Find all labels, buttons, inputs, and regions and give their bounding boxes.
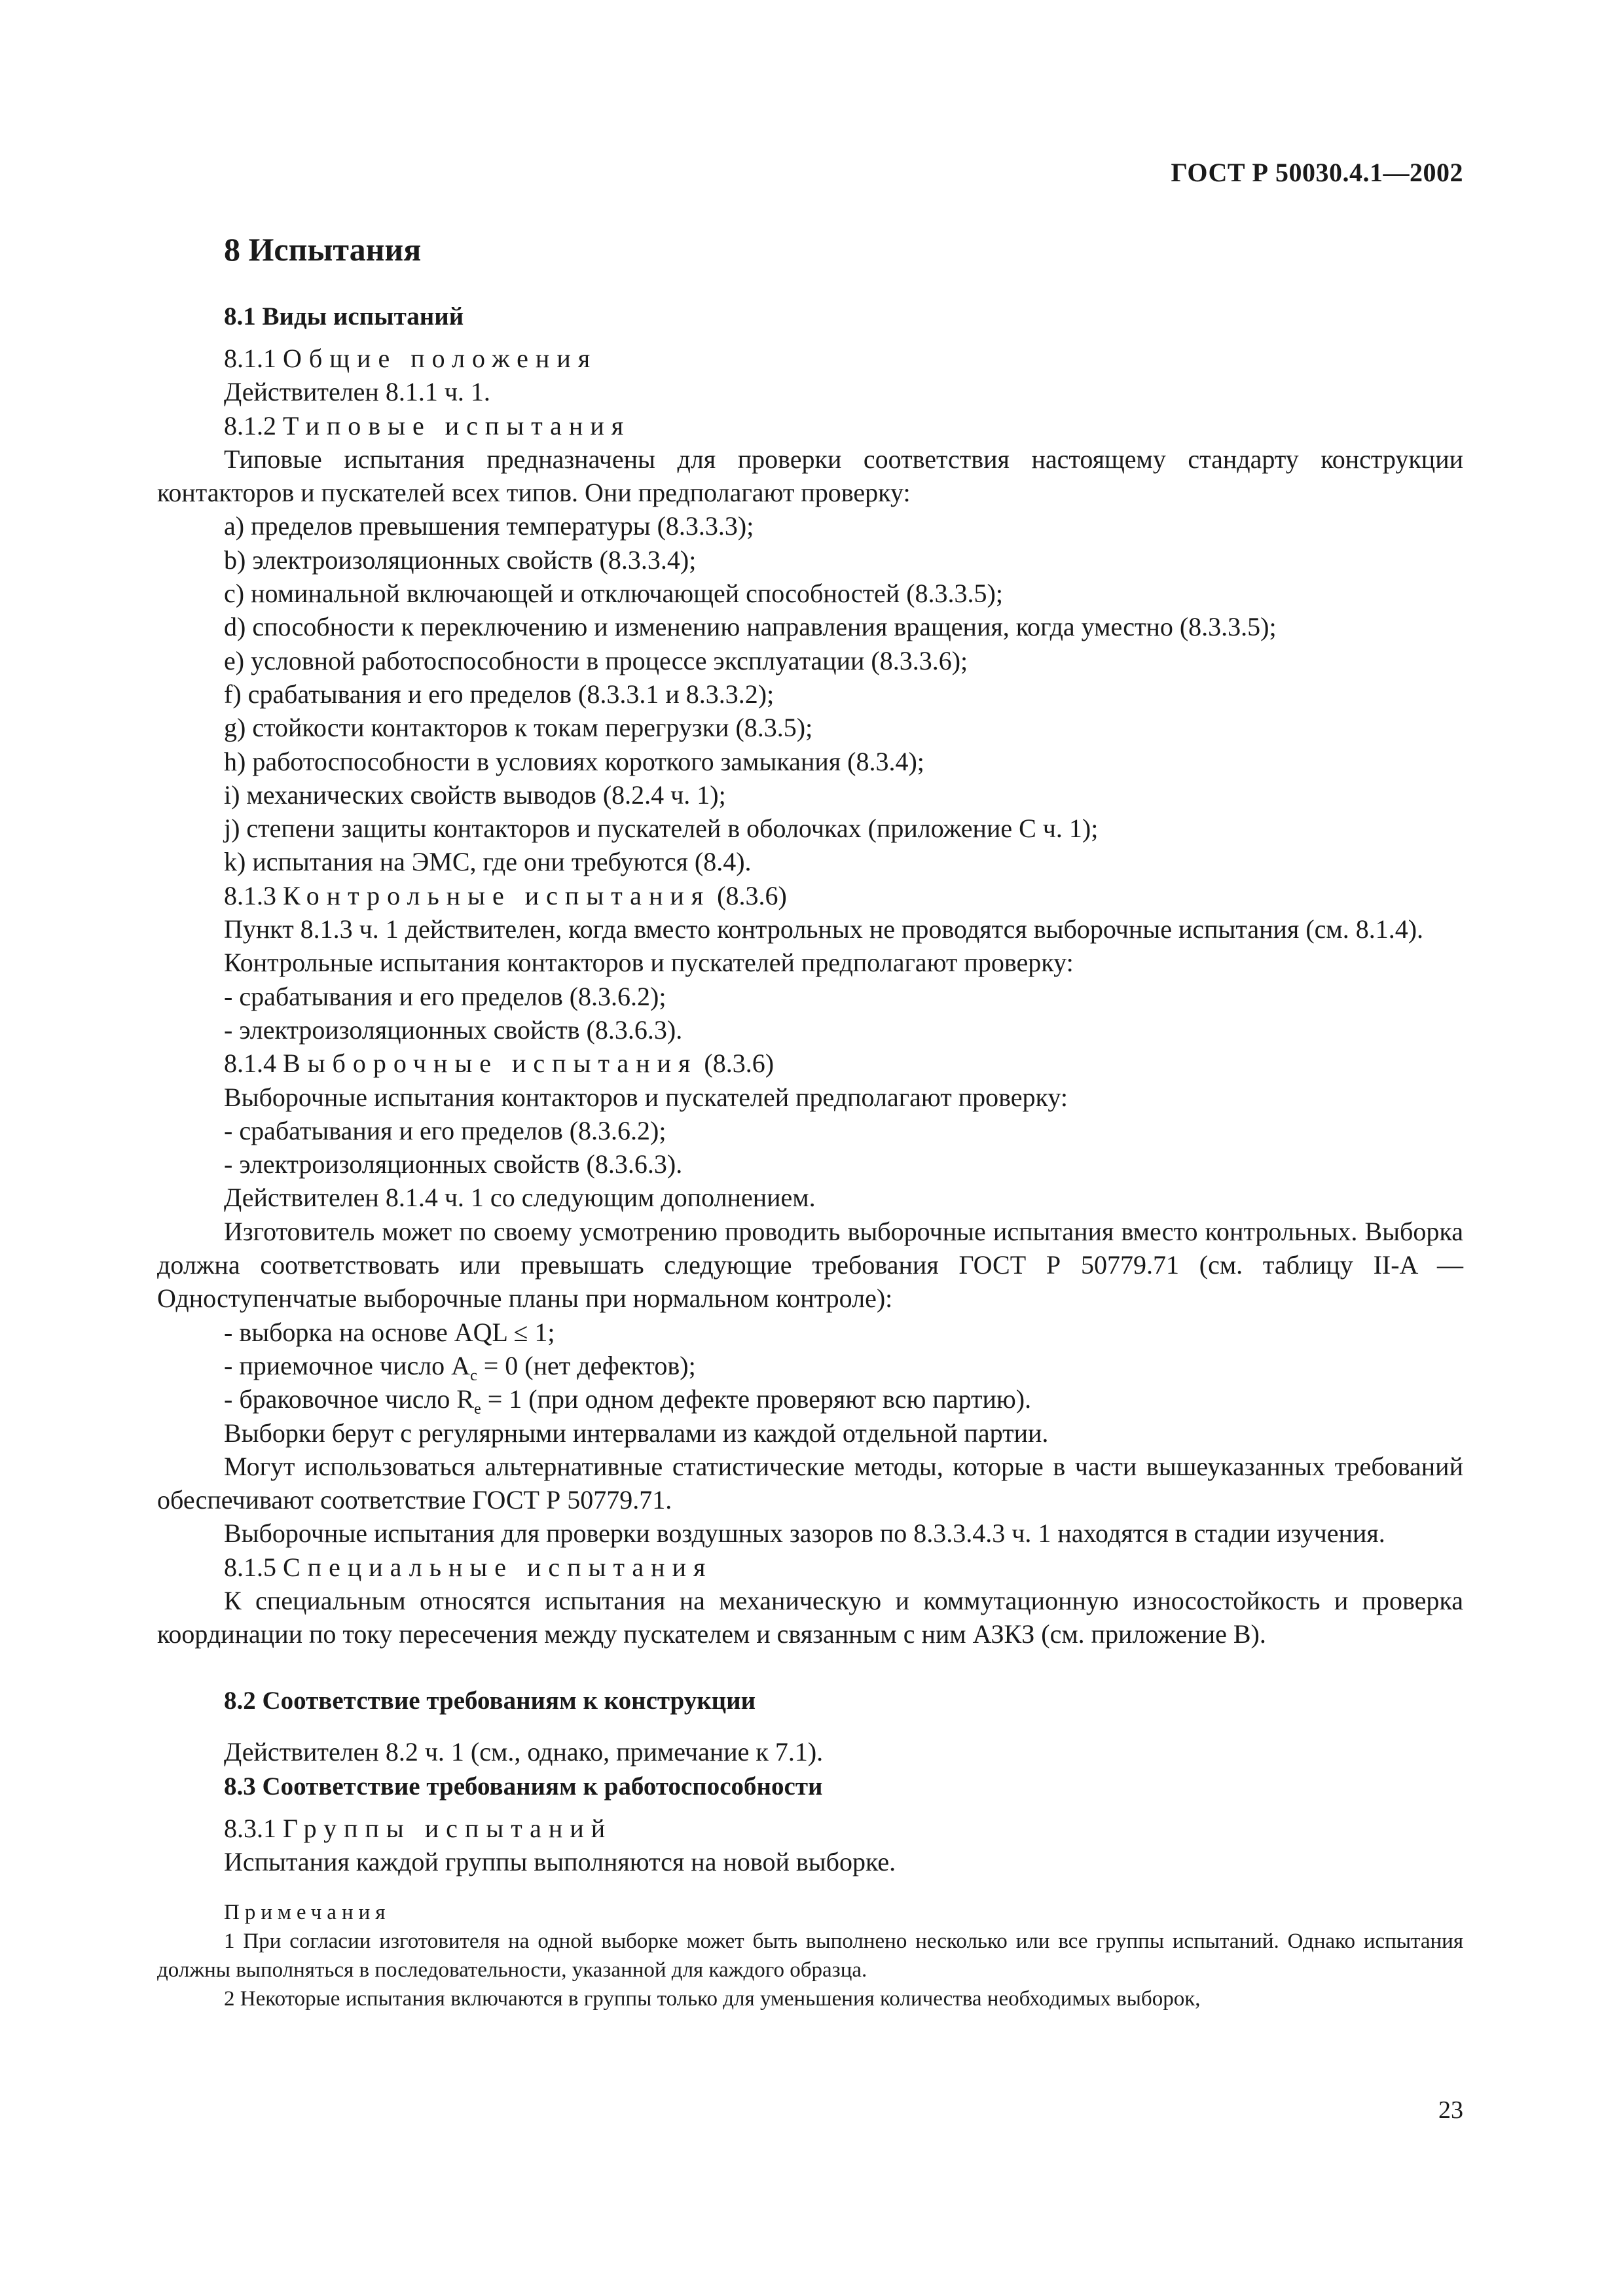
text-fragment: - приемочное число A [224, 1350, 471, 1380]
page-number: 23 [1438, 2096, 1463, 2124]
text-fragment: - браковочное число R [224, 1384, 475, 1414]
list-item: b) электроизоляционных свойств (8.3.3.4); [224, 545, 697, 575]
clause-number: 8.1.5 [224, 1552, 276, 1582]
subscript: c [470, 1367, 477, 1384]
list-item: - выборка на основе AQL ≤ 1; [224, 1317, 555, 1347]
paragraph: Контрольные испытания контакторов и пускателей предполагают проверку: [224, 948, 1074, 978]
paragraph: Действителен 8.1.4 ч. 1 со следующим дополнением. [224, 1183, 816, 1213]
paragraph: Выборочные испытания контакторов и пускателей предполагают проверку: [224, 1082, 1068, 1112]
clause-reference: (8.3.6) [704, 1049, 775, 1079]
clause-title: Типовые испытания [283, 410, 631, 440]
list-item: е) условной работоспособности в процессе эксплуатации (8.3.3.6); [224, 645, 968, 675]
list-item: - электроизоляционных свойств (8.3.6.3). [224, 1149, 683, 1179]
list-item: j) степени защиты контакторов и пускателей в оболочках (приложение С ч. 1); [224, 814, 1099, 844]
subscript: e [474, 1401, 481, 1418]
clause-8-1-4-heading [157, 1047, 1463, 1080]
clause-8-1-2-heading [157, 409, 1463, 442]
list-item: - срабатывания и его пределов (8.3.6.2); [224, 981, 666, 1011]
clause-number: 8.1.1 [224, 344, 276, 373]
list-item: а) пределов превышения температуры (8.3.3.3); [224, 511, 754, 541]
paragraph: Могут использоваться альтернативные статистические методы, которые в части вышеуказанных требований обеспечивают соответствие ГОСТ Р 50779.71. [157, 1451, 1463, 1515]
list-item: i) механических свойств выводов (8.2.4 ч. 1); [224, 780, 726, 810]
clause-number: 8.1.4 [224, 1049, 276, 1079]
clause-8-3-1-heading [157, 1812, 1463, 1845]
list-item: с) номинальной включающей и отключающей способностей (8.3.3.5); [224, 579, 1003, 609]
clause-number: 8.3.1 [224, 1813, 276, 1843]
section-8-2-title: 8.2 Соответствие требованиям к конструкции [224, 1686, 756, 1715]
note: 2 Некоторые испытания включаются в группы только для уменьшения количества необходимых выборок, [224, 1987, 1201, 2011]
clause-title: Специальные испытания [283, 1552, 713, 1582]
text-fragment: = 1 (при одном дефекте проверяют всю партию). [481, 1384, 1032, 1414]
clause-title: Контрольные испытания [283, 880, 711, 910]
paragraph: Изготовитель может по своему усмотрению проводить выборочные испытания вместо контрольных. Выборка должна соответствовать или превышать следующие требования ГОСТ Р 50779.71 (см. таблицу II-A — Одноступенчатые выборочные планы при нормальном контроле): [157, 1216, 1463, 1314]
clause-number: 8.1.2 [224, 410, 276, 440]
clause-8-1-5-heading [157, 1551, 1463, 1584]
clause-8-1-1-text: Действителен 8.1.1 ч. 1. [224, 377, 490, 407]
clause-8-1-2-intro: Типовые испытания предназначены для проверки соответствия настоящему стандарту конструкции контакторов и пускателей всех типов. Они предполагают проверку: [157, 444, 1463, 508]
list-item: f) срабатывания и его пределов (8.3.3.1 и 8.3.3.2); [224, 679, 775, 709]
list-item [157, 1349, 1463, 1382]
paragraph: Выборки берут с регулярными интервалами из каждой отдельной партии. [224, 1418, 1049, 1448]
note: 1 При согласии изготовителя на одной выборке может быть выполнено несколько или все группы испытаний. Однако испытания должны выполняться в последовательности, указанной для каждого образца. [157, 1929, 1463, 1982]
list-item: k) испытания на ЭМС, где они требуются (8.4). [224, 847, 752, 877]
section-8-title: 8 Испытания [224, 231, 422, 268]
clause-title: Выборочные испытания [283, 1049, 698, 1079]
paragraph: Испытания каждой группы выполняются на новой выборке. [224, 1847, 896, 1877]
clause-8-1-1-heading [157, 342, 1463, 375]
standard-header: ГОСТ Р 50030.4.1—2002 [1171, 158, 1463, 187]
paragraph: К специальным относятся испытания на механическую и коммутационную износостойкость и проверка координации по току пересечения между пускателем и связанным с ним АЗКЗ (см. приложение В). [157, 1585, 1463, 1649]
paragraph: Пункт 8.1.3 ч. 1 действителен, когда вместо контрольных не проводятся выборочные испытания (см. 8.1.4). [224, 914, 1424, 944]
clause-number: 8.1.3 [224, 880, 276, 910]
text-fragment: = 0 (нет дефектов); [477, 1350, 696, 1380]
section-8-3-title: 8.3 Соответствие требованиям к работоспособности [224, 1772, 823, 1801]
list-item [157, 1382, 1463, 1416]
clause-title: Группы испытаний [283, 1813, 613, 1843]
paragraph: Выборочные испытания для проверки воздушных зазоров по 8.3.3.4.3 ч. 1 находятся в стадии изучения. [224, 1518, 1385, 1549]
list-item: h) работоспособности в условиях короткого замыкания (8.3.4); [224, 746, 924, 776]
clause-reference: (8.3.6) [717, 880, 787, 910]
notes-title: Примечания [224, 1901, 391, 1925]
section-8-1-title: 8.1 Виды испытаний [224, 302, 464, 331]
list-item: - срабатывания и его пределов (8.3.6.2); [224, 1115, 666, 1145]
clause-8-1-3-heading [157, 879, 1463, 912]
list-item: g) стойкости контакторов к токам перегрузки (8.3.5); [224, 713, 813, 743]
paragraph: Действителен 8.2 ч. 1 (см., однако, примечание к 7.1). [224, 1736, 824, 1767]
clause-title: Общие положения [283, 344, 598, 373]
list-item: - электроизоляционных свойств (8.3.6.3). [224, 1014, 683, 1045]
list-item: d) способности к переключению и изменению направления вращения, когда уместно (8.3.3.5); [224, 612, 1277, 642]
page-content [157, 223, 1463, 2013]
